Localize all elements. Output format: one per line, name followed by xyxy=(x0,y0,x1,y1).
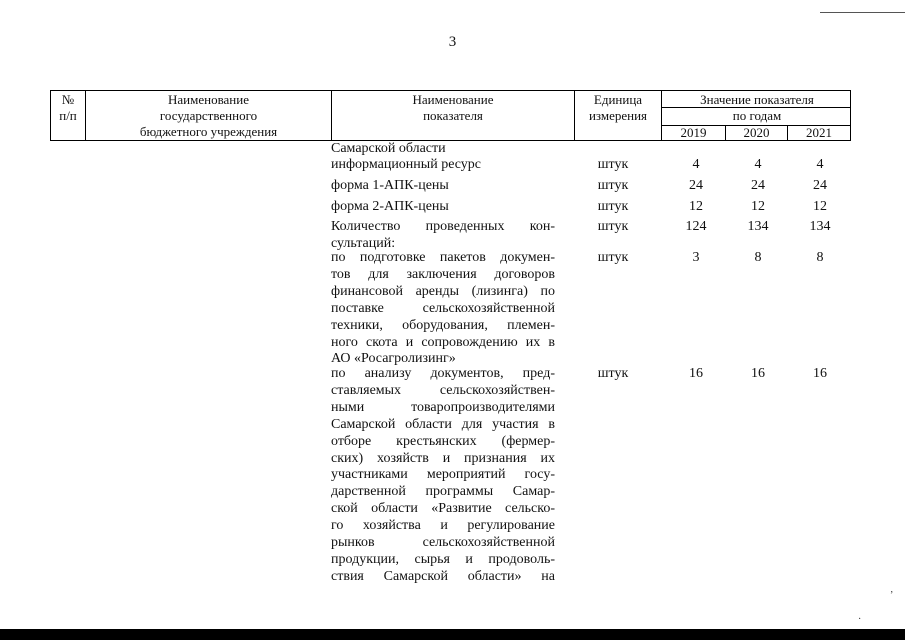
page-number: 3 xyxy=(448,34,457,50)
value-2020: 134 xyxy=(747,219,769,234)
value-2019: 16 xyxy=(689,366,703,381)
unit-cell: штук xyxy=(597,219,629,234)
value-2021: 134 xyxy=(809,219,831,234)
value-2021: 8 xyxy=(816,250,824,265)
value-2021: 12 xyxy=(813,199,827,214)
value-2020: 24 xyxy=(751,178,765,193)
unit-cell: штук xyxy=(597,366,629,381)
indicator-cell: форма 2-АПК-цены xyxy=(331,199,449,214)
scan-speck: ’ xyxy=(890,590,894,601)
value-2019: 12 xyxy=(689,199,703,214)
header-year-2020: 2020 xyxy=(743,125,770,140)
indicator-cell: по анализу документов, пред- ставляемых сельскохозяйствен- ными товаропроизводителями Самарской области для участия в отборе крестьянских (фермер- ских) хозяйств и признания их участниками мероприятий госу- дарственной программы Самар- ской области «Развитие сельско- го хозяйства и регулирование рынков сельскохозяйственной продукции, сырья и продоволь- ствия Самарской области» на xyxy=(331,366,555,584)
value-2021: 4 xyxy=(816,157,824,172)
header-year-2021: 2021 xyxy=(806,125,832,140)
value-2019: 4 xyxy=(692,157,700,172)
value-2021: 16 xyxy=(813,366,827,381)
value-2020: 16 xyxy=(751,366,765,381)
unit-cell: штук xyxy=(597,250,629,265)
indicator-cell: Самарской области xyxy=(331,141,446,156)
indicator-cell: информационный ресурс xyxy=(331,157,481,172)
value-2019: 3 xyxy=(692,250,700,265)
indicator-cell: форма 1-АПК-цены xyxy=(331,178,449,193)
header-col-institution: Наименование государственного бюджетного учреждения xyxy=(139,92,278,139)
header-year-2019: 2019 xyxy=(680,125,707,140)
unit-cell: штук xyxy=(597,178,629,193)
indicator-cell: Количество проведенных кон- сультаций: xyxy=(331,219,555,251)
header-col-unit: Единица измерения xyxy=(588,92,648,123)
value-2020: 8 xyxy=(754,250,762,265)
value-2020: 4 xyxy=(754,157,762,172)
value-2020: 12 xyxy=(751,199,765,214)
scan-speck: · xyxy=(858,614,862,625)
scan-bottom-edge xyxy=(0,629,905,640)
value-2021: 24 xyxy=(813,178,827,193)
unit-cell: штук xyxy=(597,157,629,172)
value-2019: 24 xyxy=(689,178,703,193)
indicator-cell: по подготовке пакетов докумен- тов для заключения договоров финансовой аренды (лизинга) по поставке сельскохозяйственной техники, оборудования, племен- ного скота и сопровождению их в АО «Росагролизинг» xyxy=(331,250,555,367)
unit-cell: штук xyxy=(597,199,629,214)
header-col-values: Значение показателя по годам xyxy=(700,92,814,123)
value-2019: 124 xyxy=(685,219,707,234)
header-col-indicator: Наименование показателя xyxy=(412,92,494,123)
header-col-number: № п/п xyxy=(59,92,77,123)
